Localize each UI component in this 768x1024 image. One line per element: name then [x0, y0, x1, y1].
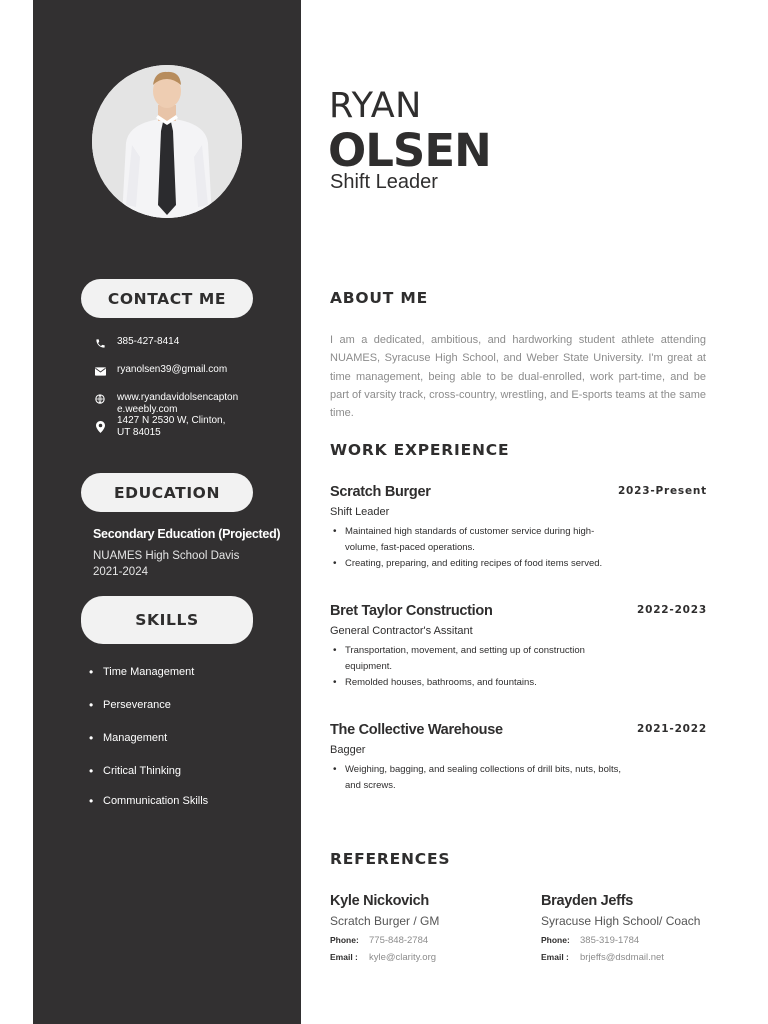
work-heading: WORK EXPERIENCE — [330, 441, 510, 459]
education-degree: Secondary Education (Projected) — [93, 527, 281, 541]
globe-icon — [93, 392, 107, 406]
reference-role: Scratch Burger / GM — [330, 914, 440, 928]
references-heading: REFERENCES — [330, 850, 451, 868]
contact-address-text: 1427 N 2530 W, Clinton, UT 84015 — [117, 415, 226, 438]
job-role: Shift Leader — [330, 506, 390, 518]
job-role: General Contractor's Assitant — [330, 625, 473, 637]
reference-card — [541, 893, 741, 963]
contact-website-text[interactable]: www.ryandavidolsencapton e.weebly.com — [117, 392, 239, 415]
phone-icon — [93, 336, 107, 350]
skills-heading: SKILLS — [81, 596, 253, 644]
job-dates: 2021-2022 — [636, 723, 707, 735]
job-bullet: • Transportation, movement, and setting up of construction equipment. — [330, 643, 620, 675]
reference-card — [330, 893, 530, 963]
job-company: The Collective Warehouse — [330, 722, 503, 738]
contact-email — [93, 364, 241, 378]
location-pin-icon — [93, 420, 107, 434]
contact-heading: CONTACT ME — [81, 279, 253, 318]
contact-phone — [93, 336, 241, 350]
email-label: Email : — [330, 952, 358, 962]
contact-website — [93, 392, 241, 416]
reference-email — [541, 952, 741, 963]
email-icon — [93, 364, 107, 378]
email-label: Email : — [541, 952, 569, 962]
education-school: NUAMES High School Davis — [93, 550, 240, 562]
skill-item: • Communication Skills — [89, 795, 208, 807]
job-company: Scratch Burger — [330, 484, 431, 500]
job-bullets — [330, 524, 620, 572]
job-bullet: • Remolded houses, bathrooms, and fountains. — [330, 675, 620, 691]
education-years: 2021-2024 — [93, 566, 148, 578]
job-bullets — [330, 762, 625, 794]
reference-email-value[interactable]: brjeffs@dsdmail.net — [580, 952, 664, 963]
job-bullets — [330, 643, 620, 691]
profile-photo — [92, 65, 242, 218]
last-name: OLSEN — [328, 124, 491, 177]
reference-name: Brayden Jeffs — [541, 893, 633, 909]
job-dates: 2023-Present — [617, 485, 707, 497]
contact-email-text[interactable]: ryanolsen39@gmail.com — [117, 364, 228, 375]
skill-item: • Time Management — [89, 666, 194, 678]
reference-phone — [541, 935, 741, 946]
about-text: I am a dedicated, ambitious, and hardworking student athlete attending NUAMES, Syracuse High School, and Weber State University. I'm great at time management, being able to be dual-enrolled, work part-time, and be part of varsity track, cross-country, wrestling, and E-sports teams at the same time. — [330, 334, 706, 420]
job-bullet: • Maintained high standards of customer service during high-volume, fast-paced operations. — [330, 524, 620, 556]
job-role: Bagger — [330, 744, 366, 756]
reference-phone — [330, 935, 530, 946]
contact-phone-text[interactable]: 385-427-8414 — [117, 336, 180, 347]
job-bullet: • Creating, preparing, and editing recipes of food items served. — [330, 556, 620, 572]
reference-email-value[interactable]: kyle@clarity.org — [369, 952, 437, 963]
reference-role: Syracuse High School/ Coach — [541, 914, 701, 928]
about-heading: ABOUT ME — [330, 289, 428, 307]
job-bullet: • Weighing, bagging, and sealing collections of drill bits, nuts, bolts, and screws. — [330, 762, 625, 794]
skill-item: • Management — [89, 732, 167, 744]
reference-email — [330, 952, 530, 963]
contact-address — [93, 415, 241, 439]
job-title: Shift Leader — [330, 171, 438, 193]
reference-phone-value[interactable]: 385-319-1784 — [580, 935, 640, 946]
skill-item: • Perseverance — [89, 699, 171, 711]
job-company: Bret Taylor Construction — [330, 603, 493, 619]
reference-name: Kyle Nickovich — [330, 893, 429, 909]
education-heading: EDUCATION — [81, 473, 253, 512]
skill-item: • Critical Thinking — [89, 765, 181, 777]
phone-label: Phone: — [541, 935, 570, 945]
phone-label: Phone: — [330, 935, 359, 945]
job-dates: 2022-2023 — [636, 604, 707, 616]
reference-phone-value[interactable]: 775-848-2784 — [369, 935, 429, 946]
first-name: RYAN — [329, 86, 422, 126]
